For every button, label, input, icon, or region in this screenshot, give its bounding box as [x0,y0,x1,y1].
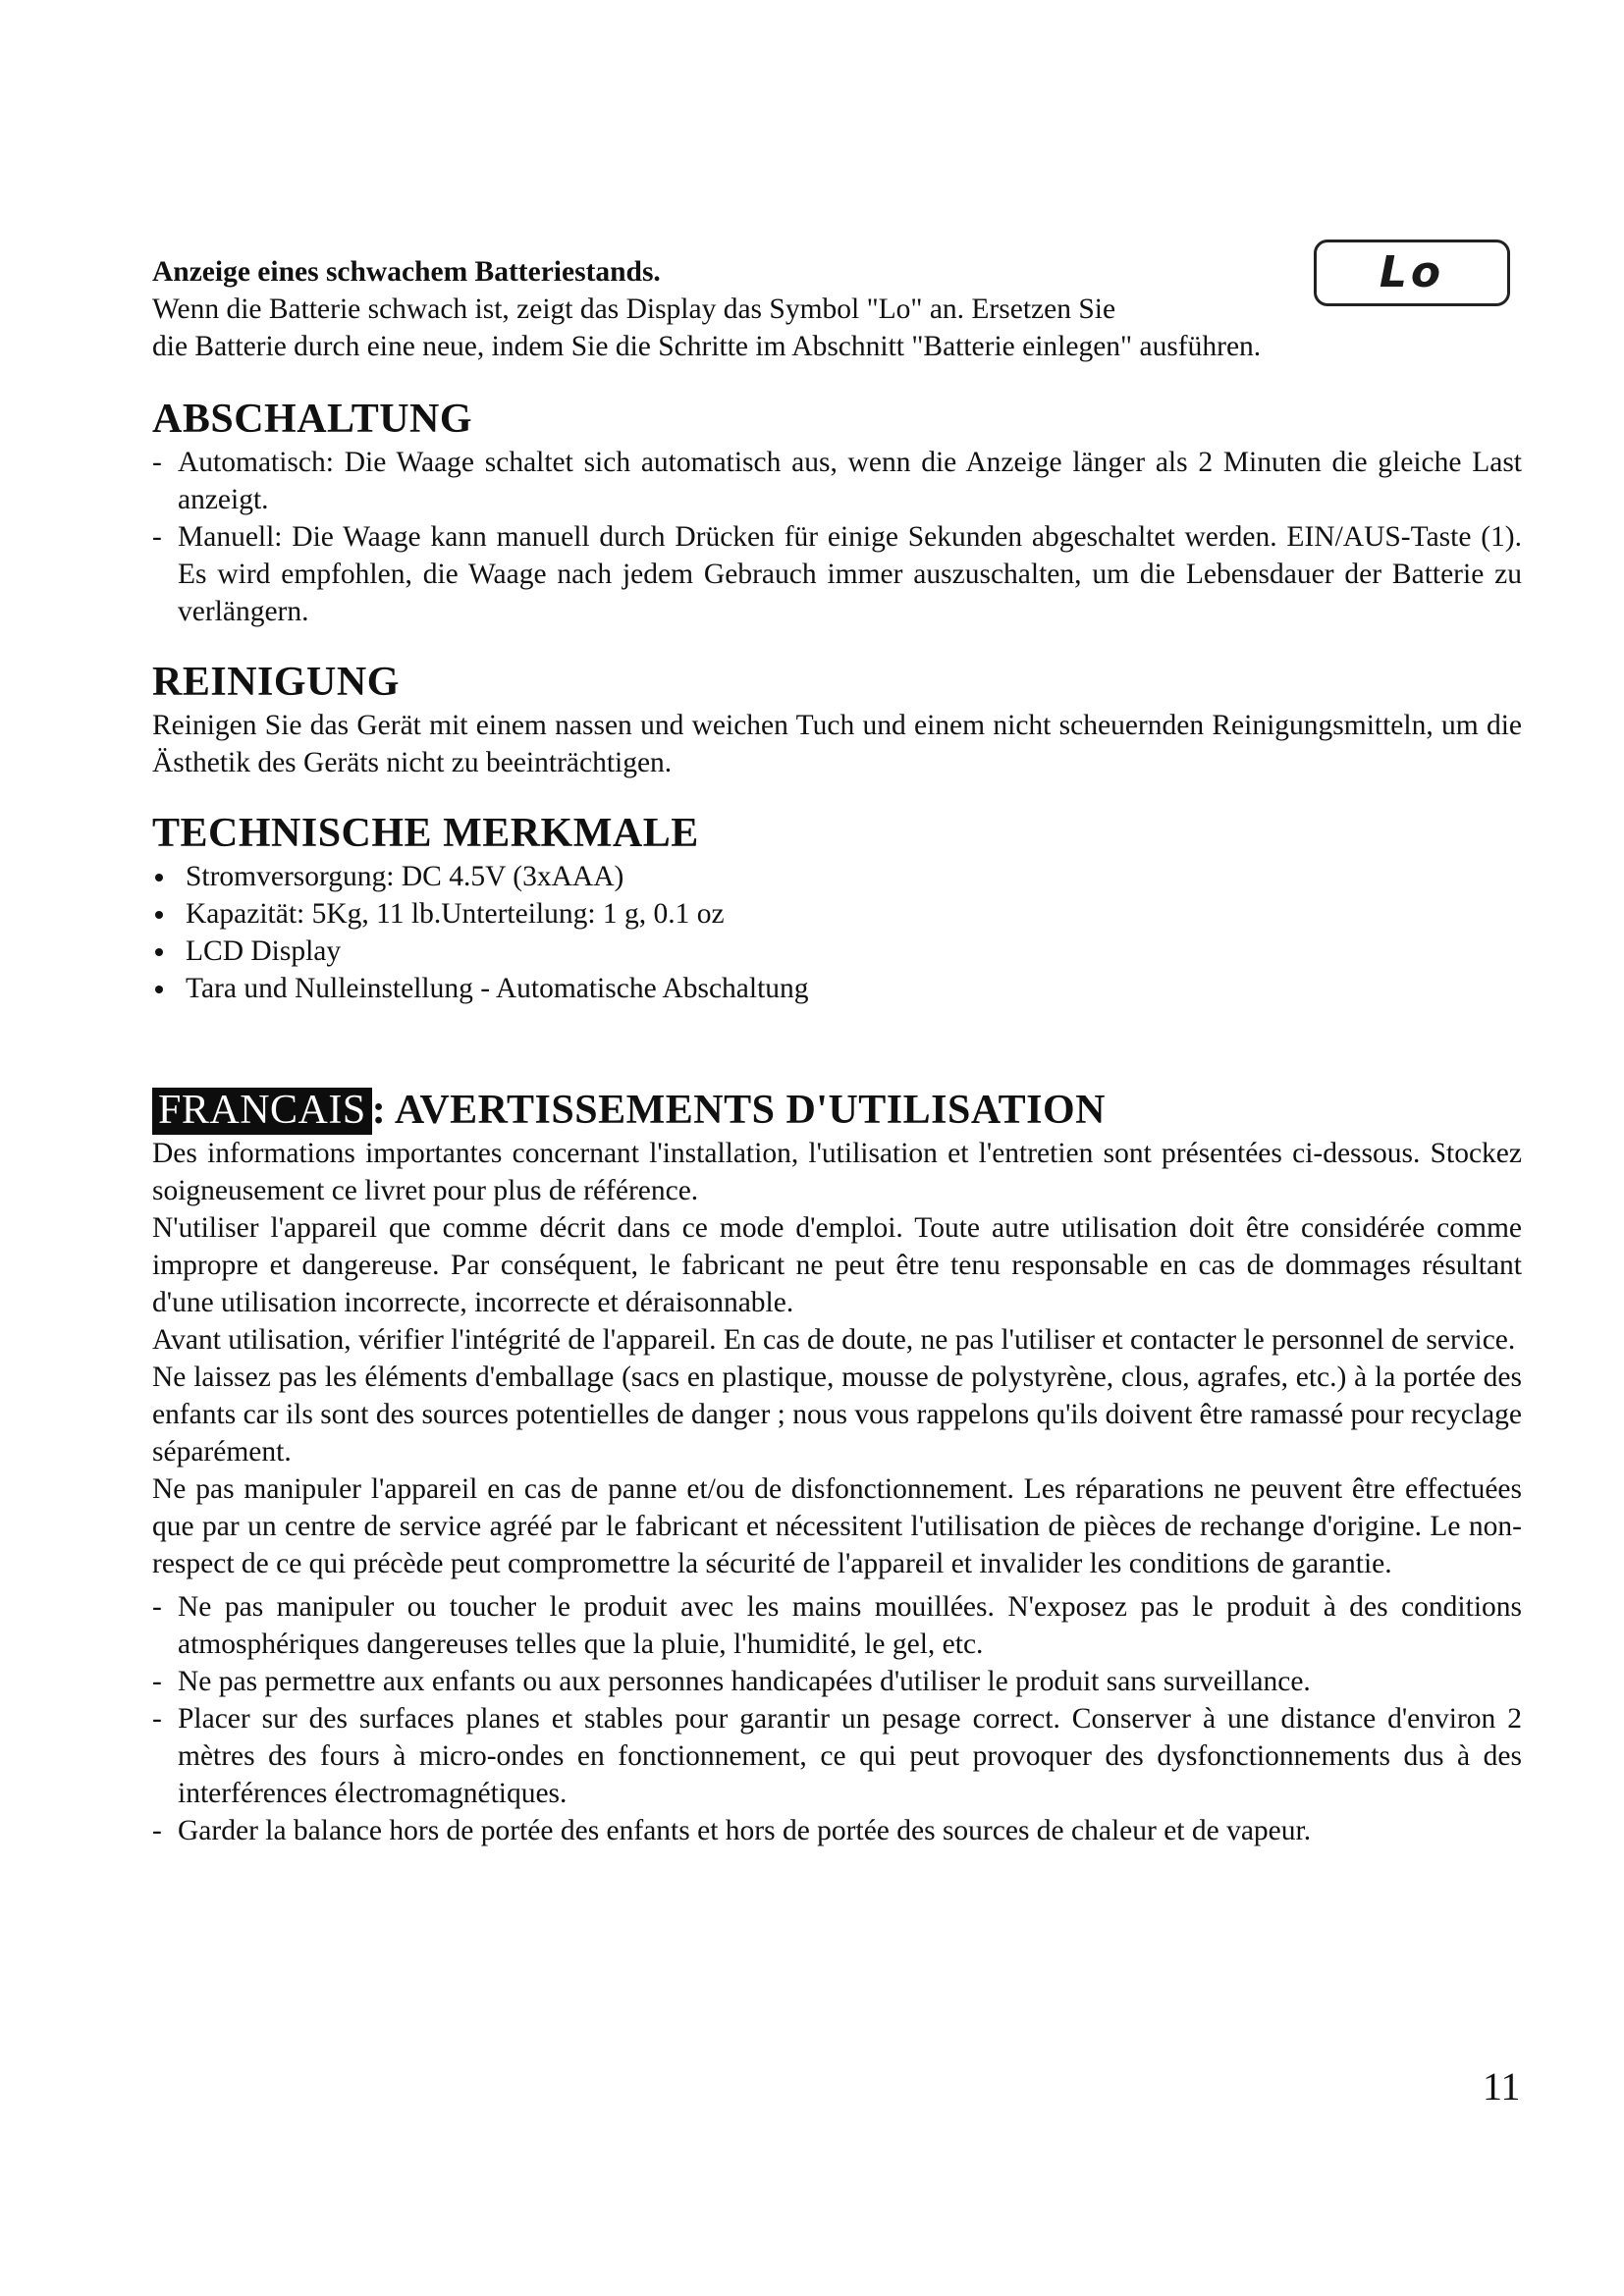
technische-section [152,809,1522,1007]
low-battery-line-1: Wenn die Batterie schwach ist, zeigt das Display das Symbol "Lo" an. Ersetzen Sie [152,294,1116,325]
francais-list [152,1588,1522,1849]
abschaltung-list [152,444,1522,630]
page-content [152,247,1522,1849]
lo-display-text: Lo [1379,247,1445,297]
list-item: - Manuell: Die Waage kann manuell durch Drücken für einige Sekunden abgeschaltet werden. EIN/AUS-Taste (1). Es wird empfohlen, die Waage nach jedem Gebrauch immer auszuschalten, um die Lebensdauer der Batterie zu verlängern. [152,518,1522,630]
francais-title-text: : AVERTISSEMENTS D'UTILISATION [371,1088,1106,1133]
reinigung-title: REINIGUNG [152,660,400,705]
list-item: Kapazität: 5Kg, 11 lb.Unterteilung: 1 g, 0.1 oz [152,895,1522,933]
francais-paragraph: Ne laissez pas les éléments d'emballage (sacs en plastique, mousse de polystyrène, clous, agrafes, etc.) à la portée des enfants car ils sont des sources potentielles de danger ; nous vous rappelons qu'ils doivent être ramassé pour recyclage séparément. [152,1362,1522,1468]
francais-paragraph: Des informations importantes concernant l'installation, l'utilisation et l'entretien sont présentées ci-dessous. Stockez soigneusement ce livret pour plus de référence. [152,1138,1522,1206]
reinigung-text: Reinigen Sie das Gerät mit einem nassen und weichen Tuch und einem nicht scheuernden Reinigungsmitteln, um die Ästhetik des Geräts nicht zu beeinträchtigen. [152,710,1522,778]
technische-list [152,858,1522,1007]
list-item: LCD Display [152,933,1522,970]
list-item: Stromversorgung: DC 4.5V (3xAAA) [152,858,1522,895]
low-battery-heading: Anzeige eines schwachem Batteriestands. [152,256,661,288]
list-item: - Automatisch: Die Waage schaltet sich automatisch aus, wenn die Anzeige länger als 2 Minuten die gleiche Last anzeigt. [152,444,1522,518]
language-label: FRANCAIS [152,1088,372,1135]
francais-paragraph: Avant utilisation, vérifier l'intégrité de l'appareil. En cas de doute, ne pas l'utiliser et contacter le personnel de service. [152,1324,1516,1356]
list-item: - Ne pas permettre aux enfants ou aux personnes handicapées d'utiliser le produit sans surveillance. [152,1663,1522,1700]
technische-title: TECHNISCHE MERKMALE [152,811,699,856]
francais-section [152,1086,1522,1849]
francais-paragraph: Ne pas manipuler l'appareil en cas de panne et/ou de disfonctionnement. Les réparations ne peuvent être effectuées que par un centre de service agréé par le fabricant et nécessitent l'utilisation de pièces de rechange d'origine. Le non-respect de ce qui précède peut compromettre la sécurité de l'appareil et invalider les conditions de garantie. [152,1473,1522,1579]
list-item: Tara und Nulleinstellung - Automatische Abschaltung [152,970,1522,1007]
francais-title [152,1086,1522,1135]
reinigung-section [152,658,1522,781]
abschaltung-title: ABSCHALTUNG [152,397,473,442]
abschaltung-section [152,395,1522,630]
page-number: 11 [1483,2064,1521,2109]
low-battery-section [152,247,1522,365]
list-item: - Garder la balance hors de portée des enfants et hors de portée des sources de chaleur et de vapeur. [152,1812,1522,1849]
lo-display-illustration [1314,240,1510,306]
francais-paragraph: N'utiliser l'appareil que comme décrit dans ce mode d'emploi. Toute autre utilisation doit être considérée comme impropre et dangereuse. Par conséquent, le fabricant ne peut être tenu responsable en cas de dommages résultant d'une utilisation incorrecte, incorrecte et déraisonnable. [152,1212,1522,1318]
list-item: - Placer sur des surfaces planes et stables pour garantir un pesage correct. Conserver à une distance d'environ 2 mètres des fours à micro-ondes en fonctionnement, ce qui peut provoquer des dysfonctionnements dus à des interférences électromagnétiques. [152,1700,1522,1812]
list-item: - Ne pas manipuler ou toucher le produit avec les mains mouillées. N'exposez pas le produit à des conditions atmosphériques dangereuses telles que la pluie, l'humidité, le gel, etc. [152,1588,1522,1663]
low-battery-line-2: die Batterie durch eine neue, indem Sie die Schritte im Abschnitt "Batterie einlegen" ausführen. [152,331,1262,362]
